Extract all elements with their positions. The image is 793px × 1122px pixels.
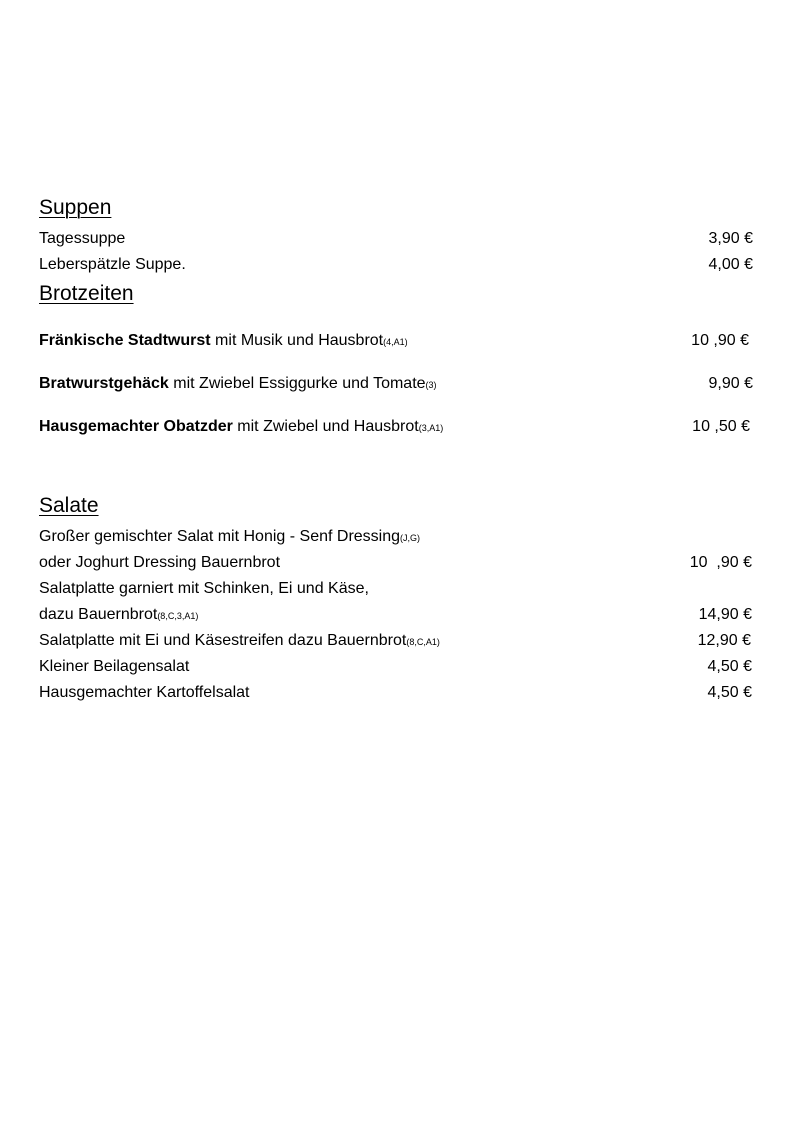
menu-item-beilagensalat: Kleiner Beilagensalat xyxy=(39,658,190,675)
menu-item-gemischter-salat-line2: oder Joghurt Dressing Bauernbrot xyxy=(39,554,281,571)
section-heading-brotzeiten: Brotzeiten xyxy=(39,282,134,305)
menu-item-salatplatte-schinken-line2 xyxy=(39,606,198,624)
price-tagessuppe: 3,90 € xyxy=(708,230,753,247)
price-gemischter-salat: 10 ,90 € xyxy=(689,554,752,571)
price-leberspaetzle-suppe: 4,00 € xyxy=(708,256,753,273)
price-salatplatte-schinken: 14,90 € xyxy=(698,606,752,623)
section-heading-salate: Salate xyxy=(39,494,99,517)
item-description: mit Musik und Hausbrot xyxy=(210,332,384,349)
menu-item-salatplatte-schinken-line1: Salatplatte garniert mit Schinken, Ei und Käse, xyxy=(39,580,369,597)
price-beilagensalat: 4,50 € xyxy=(707,658,752,675)
menu-item-obatzder xyxy=(39,418,443,436)
price-obatzder: 10 ,50 € xyxy=(692,418,750,435)
item-title: Hausgemachter Obatzder xyxy=(39,418,233,435)
menu-item-gemischter-salat-line1 xyxy=(39,528,420,546)
allergen-note: (3) xyxy=(425,380,437,390)
price-kartoffelsalat: 4,50 € xyxy=(707,684,752,701)
allergen-note: (3,A1) xyxy=(418,423,444,433)
menu-item-salatplatte-kaesestreifen xyxy=(39,632,440,650)
allergen-note: (4,A1) xyxy=(383,337,408,347)
menu-item-leberspaetzle-suppe: Leberspätzle Suppe. xyxy=(39,256,186,273)
menu-item-bratwurstgehaeck xyxy=(39,375,437,393)
item-title: Bratwurstgehäck xyxy=(39,375,169,392)
item-description: Salatplatte mit Ei und Käsestreifen dazu Bauernbrot xyxy=(39,632,407,649)
item-description: mit Zwiebel und Hausbrot xyxy=(232,418,419,435)
price-stadtwurst: 10 ,90 € xyxy=(691,332,749,349)
section-heading-suppen: Suppen xyxy=(39,196,112,219)
price-salatplatte-kaesestreifen: 12,90 € xyxy=(697,632,751,649)
menu-item-stadtwurst xyxy=(39,332,408,350)
allergen-note: (8,C,A1) xyxy=(406,637,440,647)
item-description: dazu Bauernbrot xyxy=(39,606,158,623)
item-description: mit Zwiebel Essiggurke und Tomate xyxy=(168,375,426,392)
price-bratwurstgehaeck: 9,90 € xyxy=(708,375,753,392)
allergen-note: (8,C,3,A1) xyxy=(157,611,199,621)
menu-item-tagessuppe: Tagessuppe xyxy=(39,230,126,247)
menu-item-kartoffelsalat: Hausgemachter Kartoffelsalat xyxy=(39,684,250,701)
item-description: Großer gemischter Salat mit Honig - Senf Dressing xyxy=(39,528,401,545)
allergen-note: (J,G) xyxy=(400,533,421,543)
item-title: Fränkische Stadtwurst xyxy=(39,332,211,349)
